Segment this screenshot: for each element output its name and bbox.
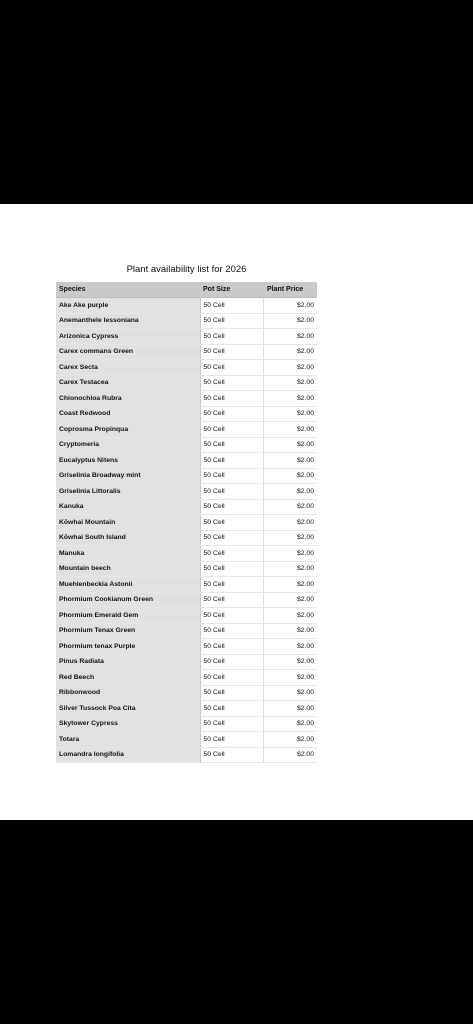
table-row bbox=[56, 437, 317, 453]
pot-size-cell: 50 Cell bbox=[200, 313, 263, 329]
pot-size-cell: 50 Cell bbox=[200, 499, 263, 515]
species-cell: Carex commans Green bbox=[56, 344, 200, 360]
table-row bbox=[56, 298, 317, 314]
table-row bbox=[56, 406, 317, 422]
table-row bbox=[56, 670, 317, 686]
table-row bbox=[56, 391, 317, 407]
price-cell: $2.00 bbox=[263, 561, 317, 577]
price-cell: $2.00 bbox=[263, 546, 317, 562]
pot-size-cell: 50 Cell bbox=[200, 747, 263, 763]
table-row bbox=[56, 654, 317, 670]
price-cell: $2.00 bbox=[263, 670, 317, 686]
species-cell: Phormium Cookianum Green bbox=[56, 592, 200, 608]
pot-size-cell: 50 Cell bbox=[200, 437, 263, 453]
pot-size-cell: 50 Cell bbox=[200, 453, 263, 469]
species-cell: Totara bbox=[56, 732, 200, 748]
table-row bbox=[56, 375, 317, 391]
pot-size-cell: 50 Cell bbox=[200, 515, 263, 531]
pot-size-cell: 50 Cell bbox=[200, 329, 263, 345]
pot-size-cell: 50 Cell bbox=[200, 701, 263, 717]
table-row bbox=[56, 484, 317, 500]
pot-size-cell: 50 Cell bbox=[200, 344, 263, 360]
price-cell: $2.00 bbox=[263, 747, 317, 763]
price-cell: $2.00 bbox=[263, 623, 317, 639]
species-cell: Phormium Emerald Gem bbox=[56, 608, 200, 624]
price-cell: $2.00 bbox=[263, 515, 317, 531]
pot-size-cell: 50 Cell bbox=[200, 422, 263, 438]
table-row bbox=[56, 422, 317, 438]
species-cell: Kōwhai South Island bbox=[56, 530, 200, 546]
species-cell: Anemanthele lessoniana bbox=[56, 313, 200, 329]
table-row bbox=[56, 732, 317, 748]
species-cell: Cryptomeria bbox=[56, 437, 200, 453]
pot-size-cell: 50 Cell bbox=[200, 391, 263, 407]
pot-size-cell: 50 Cell bbox=[200, 654, 263, 670]
price-cell: $2.00 bbox=[263, 654, 317, 670]
species-cell: Mountain beech bbox=[56, 561, 200, 577]
species-cell: Silver Tussock Poa Cita bbox=[56, 701, 200, 717]
species-cell: Pinus Radiata bbox=[56, 654, 200, 670]
document-title: Plant availability list for 2026 bbox=[126, 264, 247, 275]
price-cell: $2.00 bbox=[263, 592, 317, 608]
species-cell: Carex Secta bbox=[56, 360, 200, 376]
price-cell: $2.00 bbox=[263, 530, 317, 546]
table-row bbox=[56, 360, 317, 376]
species-cell: Phormium tenax Purple bbox=[56, 639, 200, 655]
species-cell: Red Beech bbox=[56, 670, 200, 686]
table-row bbox=[56, 515, 317, 531]
table-row bbox=[56, 344, 317, 360]
header-pot-size: Pot Size bbox=[200, 282, 263, 298]
header-plant-price: Plant Price bbox=[263, 282, 317, 298]
price-cell: $2.00 bbox=[263, 608, 317, 624]
table-row bbox=[56, 685, 317, 701]
price-cell: $2.00 bbox=[263, 375, 317, 391]
pot-size-cell: 50 Cell bbox=[200, 484, 263, 500]
price-cell: $2.00 bbox=[263, 406, 317, 422]
price-cell: $2.00 bbox=[263, 298, 317, 314]
price-cell: $2.00 bbox=[263, 468, 317, 484]
price-cell: $2.00 bbox=[263, 577, 317, 593]
pot-size-cell: 50 Cell bbox=[200, 639, 263, 655]
table-row bbox=[56, 499, 317, 515]
table-row bbox=[56, 453, 317, 469]
table-row bbox=[56, 468, 317, 484]
price-cell: $2.00 bbox=[263, 360, 317, 376]
table-row bbox=[56, 329, 317, 345]
table-row bbox=[56, 639, 317, 655]
species-cell: Carex Testacea bbox=[56, 375, 200, 391]
pot-size-cell: 50 Cell bbox=[200, 360, 263, 376]
species-cell: Chionochloa Rubra bbox=[56, 391, 200, 407]
species-cell: Skytower Cypress bbox=[56, 716, 200, 732]
species-cell: Muehlenbeckia Astonii bbox=[56, 577, 200, 593]
price-cell: $2.00 bbox=[263, 732, 317, 748]
pot-size-cell: 50 Cell bbox=[200, 608, 263, 624]
pot-size-cell: 50 Cell bbox=[200, 530, 263, 546]
document-page bbox=[0, 204, 473, 820]
species-cell: Ake Ake purple bbox=[56, 298, 200, 314]
species-cell: Coprosma Propinqua bbox=[56, 422, 200, 438]
species-cell: Lomandra longifolia bbox=[56, 747, 200, 763]
price-cell: $2.00 bbox=[263, 484, 317, 500]
pot-size-cell: 50 Cell bbox=[200, 406, 263, 422]
price-cell: $2.00 bbox=[263, 422, 317, 438]
pot-size-cell: 50 Cell bbox=[200, 592, 263, 608]
price-cell: $2.00 bbox=[263, 499, 317, 515]
table-row bbox=[56, 608, 317, 624]
price-cell: $2.00 bbox=[263, 391, 317, 407]
species-cell: Coast Redwood bbox=[56, 406, 200, 422]
price-cell: $2.00 bbox=[263, 329, 317, 345]
price-cell: $2.00 bbox=[263, 437, 317, 453]
pot-size-cell: 50 Cell bbox=[200, 298, 263, 314]
species-cell: Kōwhai Mountain bbox=[56, 515, 200, 531]
pot-size-cell: 50 Cell bbox=[200, 546, 263, 562]
pot-size-cell: 50 Cell bbox=[200, 375, 263, 391]
pot-size-cell: 50 Cell bbox=[200, 623, 263, 639]
pot-size-cell: 50 Cell bbox=[200, 732, 263, 748]
price-cell: $2.00 bbox=[263, 701, 317, 717]
header-species: Species bbox=[56, 282, 200, 298]
species-cell: Kanuka bbox=[56, 499, 200, 515]
species-cell: Phormium Tenax Green bbox=[56, 623, 200, 639]
price-cell: $2.00 bbox=[263, 716, 317, 732]
pot-size-cell: 50 Cell bbox=[200, 468, 263, 484]
price-cell: $2.00 bbox=[263, 344, 317, 360]
table-row bbox=[56, 701, 317, 717]
pot-size-cell: 50 Cell bbox=[200, 561, 263, 577]
species-cell: Manuka bbox=[56, 546, 200, 562]
table-row bbox=[56, 623, 317, 639]
table-row bbox=[56, 313, 317, 329]
table-row bbox=[56, 716, 317, 732]
table-row bbox=[56, 546, 317, 562]
pot-size-cell: 50 Cell bbox=[200, 577, 263, 593]
table-header-row bbox=[56, 282, 317, 298]
table-row bbox=[56, 747, 317, 763]
price-cell: $2.00 bbox=[263, 453, 317, 469]
plant-table bbox=[56, 282, 317, 763]
species-cell: Eucalyptus Nitens bbox=[56, 453, 200, 469]
table-row bbox=[56, 577, 317, 593]
pot-size-cell: 50 Cell bbox=[200, 670, 263, 686]
price-cell: $2.00 bbox=[263, 313, 317, 329]
pot-size-cell: 50 Cell bbox=[200, 716, 263, 732]
species-cell: Arizonica Cypress bbox=[56, 329, 200, 345]
table-row bbox=[56, 592, 317, 608]
table-row bbox=[56, 561, 317, 577]
pot-size-cell: 50 Cell bbox=[200, 685, 263, 701]
species-cell: Griselinia Broadway mint bbox=[56, 468, 200, 484]
table-row bbox=[56, 530, 317, 546]
species-cell: Ribbonwood bbox=[56, 685, 200, 701]
price-cell: $2.00 bbox=[263, 639, 317, 655]
species-cell: Griselinia Littoralis bbox=[56, 484, 200, 500]
price-cell: $2.00 bbox=[263, 685, 317, 701]
